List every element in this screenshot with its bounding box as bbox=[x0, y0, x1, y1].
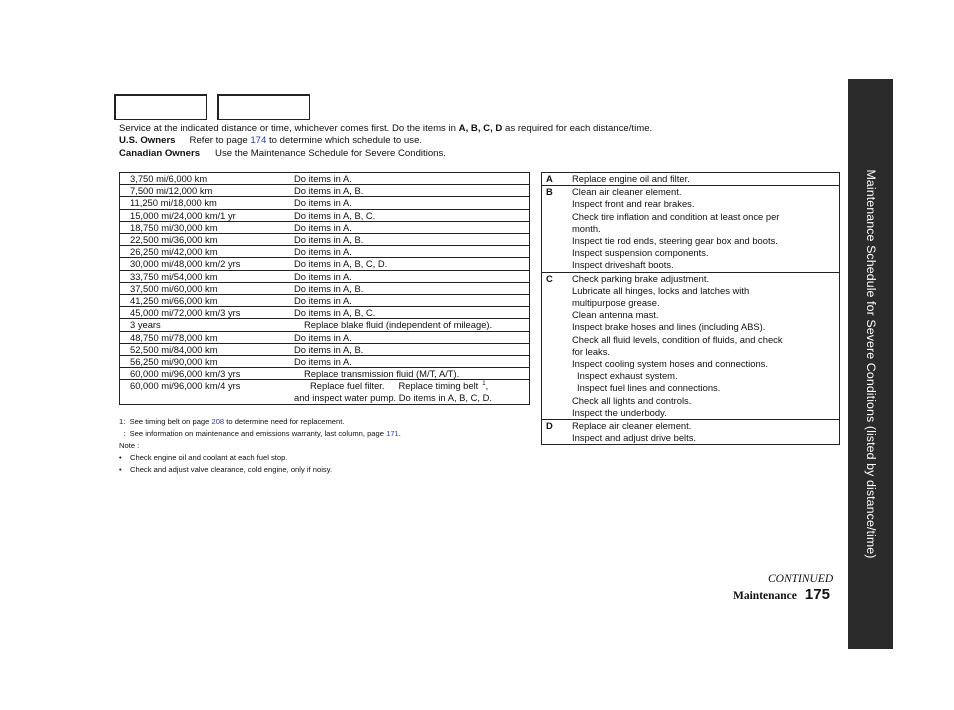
action-cell: Do items in A. bbox=[284, 246, 530, 258]
sidebar-title: Maintenance Schedule for Severe Conditions (listed by distance/time) bbox=[863, 169, 878, 559]
code-row-b bbox=[542, 186, 840, 272]
code-item-line: Inspect brake hoses and lines (including ABS). bbox=[572, 321, 766, 333]
header-box-right bbox=[217, 94, 310, 120]
code-item-line: Inspect front and rear brakes. bbox=[572, 198, 695, 210]
page-number: 175 bbox=[804, 586, 830, 603]
bullet-icon: • bbox=[119, 453, 122, 462]
code-items bbox=[572, 420, 840, 445]
distance-cell: 15,000 mi/24,000 km/1 yr bbox=[120, 209, 285, 221]
action-cell: Do items in A, B. bbox=[284, 282, 530, 294]
distance-cell: 30,000 mi/48,000 km/2 yrs bbox=[120, 258, 285, 270]
code-item-line: Check parking brake adjustment. bbox=[572, 272, 710, 284]
distance-cell: 3,750 mi/6,000 km bbox=[120, 173, 285, 185]
note-label: Note : bbox=[119, 441, 140, 450]
table-row bbox=[120, 234, 530, 246]
action-cell: Replace blake fluid (independent of mileage). bbox=[284, 319, 530, 331]
code-key: C bbox=[542, 272, 573, 419]
code-items bbox=[572, 173, 840, 186]
table-row bbox=[120, 282, 530, 294]
intro-line: Service at the indicated distance or time, whichever comes first. Do the items in A, B, C, D as required for each distance/time. bbox=[119, 123, 653, 134]
code-item-line: Lubricate all hinges, locks and latches with bbox=[572, 284, 750, 296]
action-cell: Do items in A. bbox=[284, 173, 530, 185]
distance-cell: 45,000 mi/72,000 km/3 yrs bbox=[120, 307, 285, 319]
table-row bbox=[120, 343, 530, 355]
code-item-line: multipurpose grease. bbox=[572, 297, 660, 309]
code-item-line: Inspect and adjust drive belts. bbox=[572, 432, 697, 444]
distance-cell: 11,250 mi/18,000 km bbox=[120, 197, 285, 209]
code-item-line: Inspect the underbody. bbox=[572, 406, 667, 418]
table-row bbox=[120, 380, 530, 405]
note-bullet-2: • Check and adjust valve clearance, cold engine, only if noisy. bbox=[119, 465, 333, 474]
action-cell: Do items in A, B. bbox=[284, 343, 530, 355]
note-bullet-1: • Check engine oil and coolant at each fuel stop. bbox=[119, 453, 288, 462]
page-link-171[interactable]: 171 bbox=[386, 429, 399, 438]
code-items bbox=[572, 186, 840, 272]
code-item-line: Inspect cooling system hoses and connections. bbox=[572, 358, 768, 370]
code-row-c bbox=[542, 272, 840, 419]
distance-schedule-table bbox=[119, 172, 530, 405]
code-row-d bbox=[542, 420, 840, 445]
table-row bbox=[120, 173, 530, 185]
distance-cell: 37,500 mi/60,000 km bbox=[120, 282, 285, 294]
footnotes bbox=[119, 416, 401, 476]
action-cell: Replace transmission fluid (M/T, A/T). bbox=[284, 368, 530, 380]
header-box-left bbox=[114, 94, 207, 120]
action-cell: Do items in A. bbox=[284, 295, 530, 307]
distance-cell: 56,250 mi/90,000 km bbox=[120, 356, 285, 368]
footnote-marker: 1 bbox=[482, 381, 486, 388]
footnote-1: 1: See timing belt on page 208 to determine need for replacement. bbox=[119, 417, 345, 426]
action-cell: Replace fuel filter. Replace timing belt $^1$, and inspect water pump. Do items in A, B, C, D. bbox=[284, 380, 530, 405]
code-row-a bbox=[542, 173, 840, 186]
code-item-line: Check all lights and controls. bbox=[572, 394, 692, 406]
intro-text bbox=[119, 123, 759, 160]
page-footer bbox=[733, 586, 830, 603]
distance-cell: 18,750 mi/30,000 km bbox=[120, 221, 285, 233]
distance-cell: 7,500 mi/12,000 km bbox=[120, 185, 285, 197]
page-link-208[interactable]: 208 bbox=[211, 417, 225, 426]
action-cell: Do items in A, B. bbox=[284, 185, 530, 197]
action-cell: Do items in A, B, C. bbox=[284, 209, 530, 221]
footnote-2: : See information on maintenance and emissions warranty, last column, page 171. bbox=[123, 429, 401, 438]
code-item-line: month. bbox=[572, 222, 601, 234]
action-cell: Do items in A, B, C, D. bbox=[284, 258, 530, 270]
action-cell: Do items in A. bbox=[284, 270, 530, 282]
table-row bbox=[120, 221, 530, 233]
header-boxes bbox=[114, 94, 310, 120]
code-item-line: Check all fluid levels, condition of fluids, and check bbox=[572, 333, 783, 345]
canadian-owners-label: Canadian Owners bbox=[119, 147, 201, 159]
code-items bbox=[572, 272, 840, 419]
code-item-line: Inspect suspension components. bbox=[572, 247, 709, 259]
action-cell: Do items in A. bbox=[284, 197, 530, 209]
code-item-line: for leaks. bbox=[572, 345, 611, 357]
code-item-line: Check tire inflation and condition at least once per bbox=[572, 210, 780, 222]
code-key: B bbox=[542, 186, 573, 272]
action-cell: Do items in A. bbox=[284, 331, 530, 343]
code-key: A bbox=[542, 173, 573, 186]
distance-cell: 48,750 mi/78,000 km bbox=[120, 331, 285, 343]
code-key: D bbox=[542, 420, 573, 445]
table-row bbox=[120, 246, 530, 258]
code-item-line: Inspect driveshaft boots. bbox=[572, 259, 674, 271]
table-row bbox=[120, 209, 530, 221]
us-owners-line: U.S. Owners Refer to page 174 to determine which schedule to use. bbox=[119, 135, 423, 147]
section-name: Maintenance bbox=[733, 590, 797, 602]
distance-cell: 60,000 mi/96,000 km/3 yrs bbox=[120, 368, 285, 380]
table-row bbox=[120, 197, 530, 209]
table-row bbox=[120, 258, 530, 270]
action-cell: Do items in A, B. bbox=[284, 234, 530, 246]
distance-cell: 41,250 mi/66,000 km bbox=[120, 295, 285, 307]
table-row bbox=[120, 356, 530, 368]
us-owners-label: U.S. Owners bbox=[119, 135, 176, 147]
canadian-owners-line: Canadian Owners Use the Maintenance Schedule for Severe Conditions. bbox=[119, 147, 446, 159]
table-row bbox=[120, 295, 530, 307]
code-item-line: Replace engine oil and filter. bbox=[572, 173, 690, 184]
section-sidebar bbox=[848, 79, 893, 649]
code-item-line: Inspect fuel lines and connections. bbox=[577, 382, 721, 394]
table-row bbox=[120, 270, 530, 282]
table-row bbox=[120, 319, 530, 331]
distance-cell: 3 years bbox=[120, 319, 285, 331]
action-cell: Do items in A. bbox=[284, 356, 530, 368]
distance-cell: 22,500 mi/36,000 km bbox=[120, 234, 285, 246]
table-row bbox=[120, 368, 530, 380]
code-item-line: Replace air cleaner element. bbox=[572, 420, 692, 432]
continued-label: CONTINUED bbox=[768, 573, 834, 585]
action-cell: Do items in A. bbox=[284, 221, 530, 233]
action-cell: Do items in A, B, C. bbox=[284, 307, 530, 319]
distance-cell: 60,000 mi/96,000 km/4 yrs bbox=[120, 380, 285, 405]
distance-cell: 33,750 mi/54,000 km bbox=[120, 270, 285, 282]
service-codes-table bbox=[541, 172, 840, 445]
table-row bbox=[120, 331, 530, 343]
distance-cell: 52,500 mi/84,000 km bbox=[120, 343, 285, 355]
page-link-174[interactable]: 174 bbox=[250, 135, 267, 147]
code-item-line: Inspect exhaust system. bbox=[577, 370, 678, 382]
code-item-line: Clean antenna mast. bbox=[572, 309, 659, 321]
table-row bbox=[120, 307, 530, 319]
table-row bbox=[120, 185, 530, 197]
distance-cell: 26,250 mi/42,000 km bbox=[120, 246, 285, 258]
code-item-line: Clean air cleaner element. bbox=[572, 186, 682, 198]
code-item-line: Inspect tie rod ends, steering gear box and boots. bbox=[572, 235, 778, 247]
bullet-icon: • bbox=[119, 465, 122, 474]
